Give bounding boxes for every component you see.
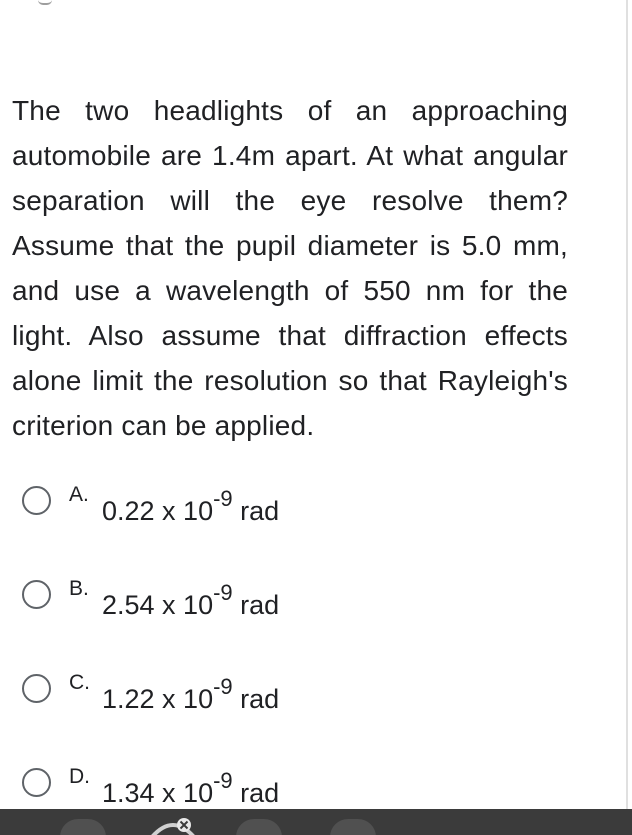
nav-button[interactable] [330,819,376,835]
close-icon[interactable] [150,817,196,835]
option-answer: 1.34 x $10^{-9}$ rad [102,768,280,808]
scroll-edge [626,0,628,810]
option-letter: A. [69,483,89,506]
option-answer: 1.22 x $10^{-9}$ rad [102,674,280,714]
question-text: The two headlights of an approaching automobile are 1.4m apart. At what angular separation will the eye resolve them? Assume that the pupil diameter is 5.0 mm, and use a wavelength of 550 nm for the light. Also assume that diffraction effects alone limit the resolution so that Rayleigh's criterion can be applied. [12,95,568,441]
option-answer: 2.54 x $10^{-9}$ rad [102,580,280,620]
option-b[interactable] [22,577,422,640]
option-c[interactable] [22,671,422,734]
radio-button[interactable] [22,580,51,609]
option-letter: B. [69,577,89,600]
option-answer: 0.22 x $10^{-9}$ rad [102,486,280,526]
radio-button[interactable] [22,486,51,515]
option-letter: D. [69,765,90,788]
option-letter: C. [69,671,90,694]
bottom-navigation-bar [0,809,632,835]
option-a[interactable] [22,483,422,546]
radio-button[interactable] [22,768,51,797]
nav-button[interactable] [236,819,282,835]
nav-button[interactable] [60,819,106,835]
top-edge-mark [38,0,52,5]
radio-button[interactable] [22,674,51,703]
